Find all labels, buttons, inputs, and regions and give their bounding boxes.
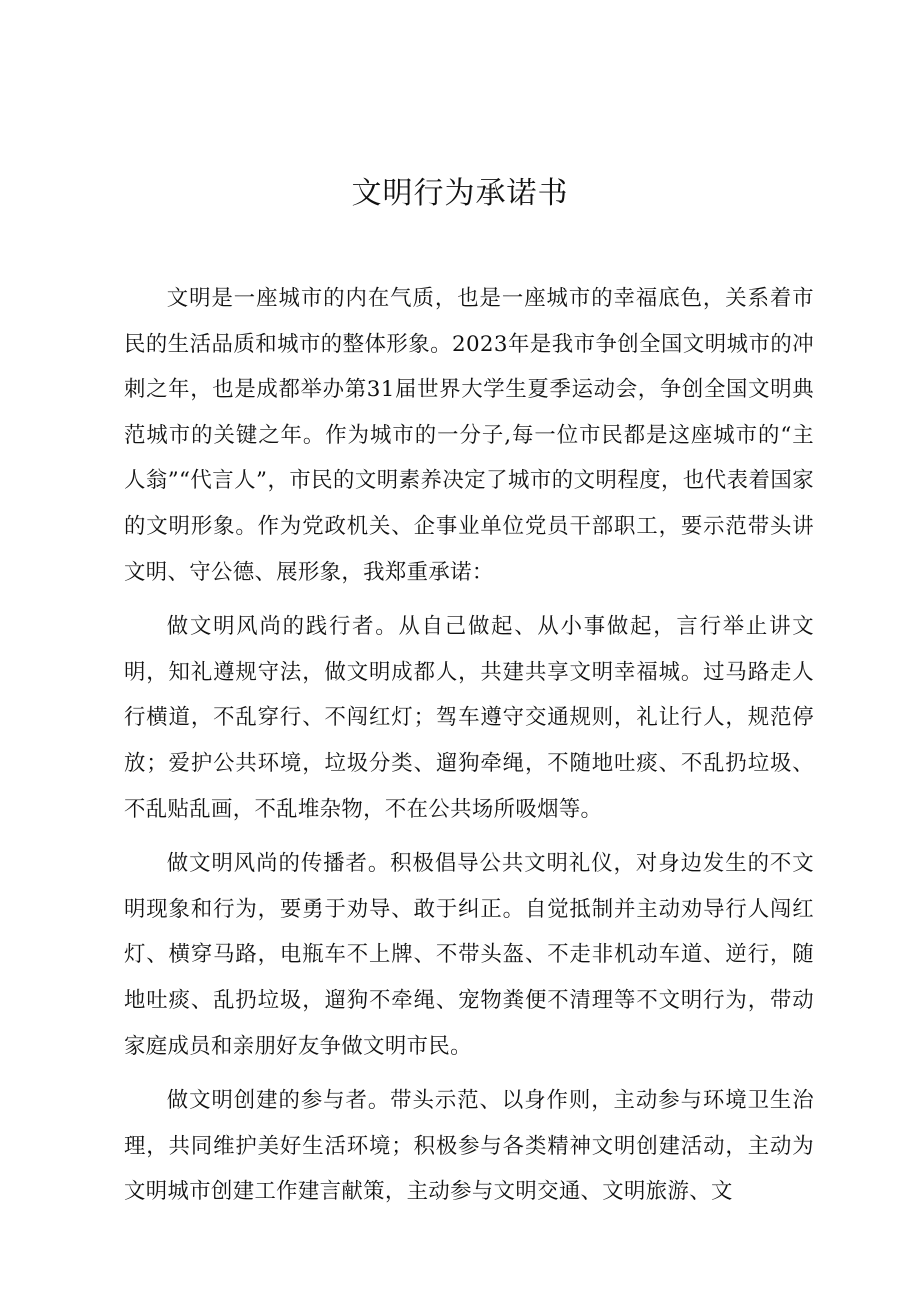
paragraph-propagator: 做文明风尚的传播者。积极倡导公共文明礼仪，对身边发生的不文明现象和行为，要勇于劝导、敢于纠正。自觉抵制并主动劝导行人闯红灯、横穿马路，电瓶车不上牌、不带头盔、不走非机动车道、逆行，随地吐痰、乱扔垃圾，遛狗不牵绳、宠物粪便不清理等不文明行为，带动家庭成员和亲朋好友争做文明市民。 (124, 851, 814, 1059)
document-title: 文明行为承诺书 (351, 176, 569, 211)
paragraph-participant: 做文明创建的参与者。带头示范、以身作则，主动参与环境卫生治理，共同维护美好生活环境；积极参与各类精神文明创建活动，主动为文明城市创建工作建言献策，主动参与文明交通、文明旅游、文 (124, 1088, 814, 1205)
paragraph-intro: 文明是一座城市的内在气质，也是一座城市的幸福底色，关系着市民的生活品质和城市的整体形象。2023年是我市争创全国文明城市的冲刺之年，也是成都举办第31届世界大学生夏季运动会，争创全国文明典范城市的关键之年。作为城市的一分子,每一位市民都是这座城市的“主人翁”“代言人”，市民的文明素养决定了城市的文明程度，也代表着国家的文明形象。作为党政机关、企事业单位党员干部职工，要示范带头讲文明、守公德、展形象，我郑重承诺： (124, 286, 814, 585)
document-body (124, 276, 814, 1224)
paragraph-practitioner: 做文明风尚的践行者。从自己做起、从小事做起，言行举止讲文明，知礼遵规守法，做文明成都人，共建共享文明幸福城。过马路走人行横道，不乱穿行、不闯红灯；驾车遵守交通规则，礼让行人，规范停放；爱护公共环境，垃圾分类、遛狗牵绳，不随地吐痰、不乱扔垃圾、不乱贴乱画，不乱堆杂物，不在公共场所吸烟等。 (124, 614, 814, 822)
